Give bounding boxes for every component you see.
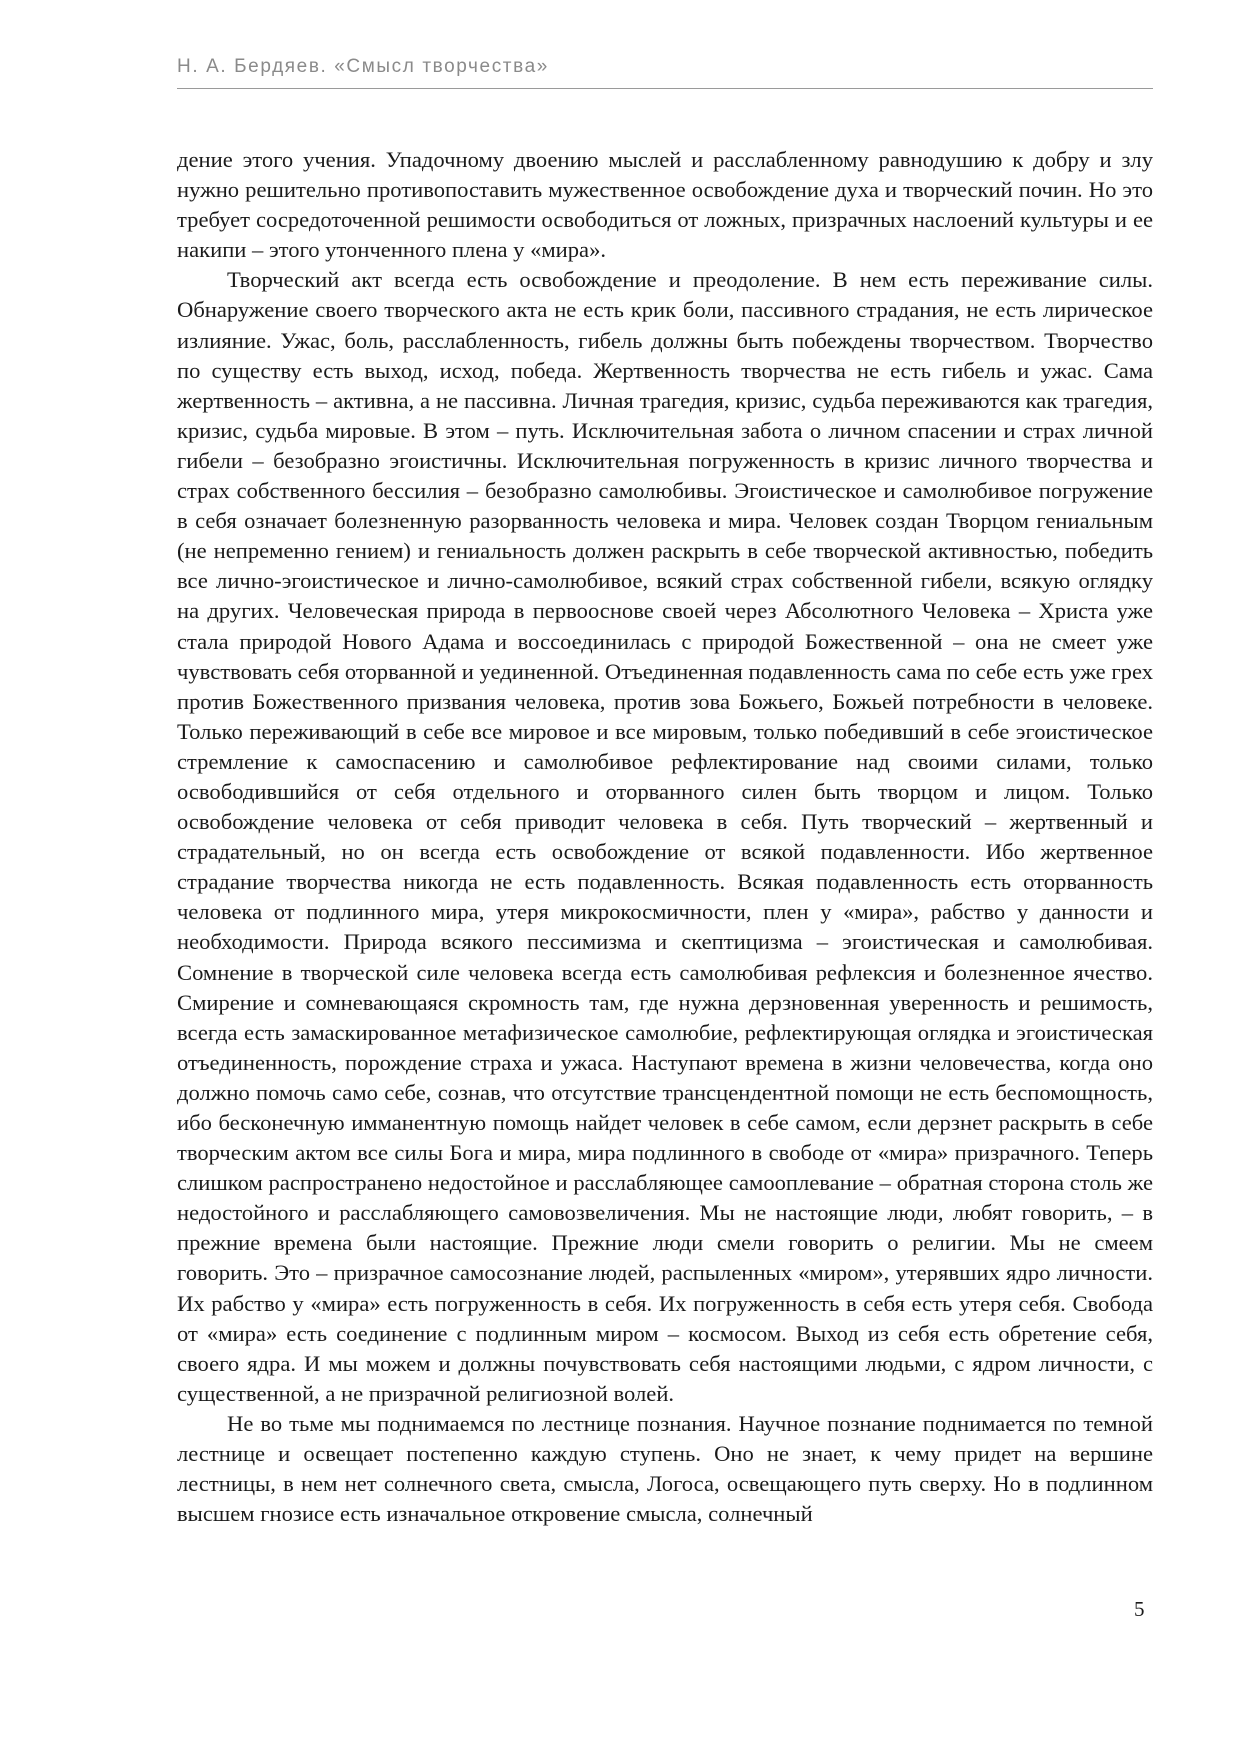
paragraph-1: дение этого учения. Упадочному двоению мыслей и расслабленному равнодушию к добру и злу нужно решительно противопоставить мужественное освобождение духа и творческий почин. Но это требует сосредоточенной решимости освободиться от ложных, призрачных наслоений культуры и ее накипи – этого утонченного плена у «мира». bbox=[177, 147, 1153, 263]
page-number: 5 bbox=[1134, 1597, 1145, 1621]
paragraph-2: Творческий акт всегда есть освобождение и преодоление. В нем есть переживание силы. Обнаружение своего творческого акта не есть крик боли, пассивного страдания, не есть лирическое излияние. Ужас, боль, расслабленность, гибель должны быть побеждены творчеством. Творчество по существу есть выход, исход, победа. Жертвенность творчества не есть гибель и ужас. Сама жертвенность – активна, а не пассивна. Личная трагедия, кризис, судьба переживаются как трагедия, кризис, судьба мировые. В этом – путь. Исключительная забота о личном спасении и страх личной гибели – безобразно эгоистичны. Исключительная погруженность в кризис личного творчества и страх собственного бессилия – безобразно самолюбивы. Эгоистическое и самолюбивое погружение в себя означает болезненную разорванность человека и мира. Человек создан Творцом гениальным (не непременно гением) и гениальность должен раскрыть в себе творческой активностью, победить все лично-эгоистическое и лично-самолюбивое, всякий страх собственной гибели, всякую оглядку на других. Человеческая природа в первооснове своей через Абсолютного Человека – Христа уже стала природой Нового Адама и воссоединилась с природой Божественной – она не смеет уже чувствовать себя оторванной и уединенной. Отъединенная подавленность сама по себе есть уже грех против Божественного призвания человека, против зова Божьего, Божьей потребности в человеке. Только переживающий в себе все мировое и все мировым, только победивший в себе эгоистическое стремление к самоспасению и самолюбивое рефлектирование над своими силами, только освободившийся от себя отдельного и оторванного силен быть творцом и лицом. Только освобождение человека от себя приводит человека в себя. Путь творческий – жертвенный и страдательный, но он всегда есть освобождение от всякой подавленности. Ибо жертвенное страдание творчества никогда не есть подавленность. Всякая подавленность есть оторванность человека от подлинного мира, утеря микрокосмичности, плен у «мира», рабство у данности и необходимости. Природа всякого пессимизма и скептицизма – эгоистическая и самолюбивая. Сомнение в творческой силе человека всегда есть самолюбивая рефлексия и болезненное ячество. Смирение и сомневающаяся скромность там, где нужна дерзновенная уверенность и решимость, всегда есть замаскированное метафизическое самолюбие, рефлектирующая оглядка и эгоистическая отъединенность, порождение страха и ужаса. Наступают времена в жизни человечества, когда оно должно помочь само себе, сознав, что отсутствие трансцендентной помощи не есть беспомощность, ибо бесконечную имманентную помощь найдет человек в себе самом, если дерзнет раскрыть в себе творческим актом все силы Бога и мира, мира подлинного в свободе от «мира» призрачного. Теперь слишком распространено недостойное и расслабляющее самооплевание – обратная сторона столь же недостойного и расслабляющего самовозвеличения. Мы не настоящие люди, любят говорить, – в прежние времена были настоящие. Прежние люди смели говорить о религии. Мы не смеем говорить. Это – призрачное самосознание людей, распыленных «миром», утерявших ядро личности. Их рабство у «мира» есть погруженность в себя. Их погруженность в себя есть утеря себя. Свобода от «мира» есть соединение с подлинным миром – космосом. Выход из себя есть обретение себя, своего ядра. И мы можем и должны почувствовать себя настоящими людьми, с ядром личности, с существенной, а не призрачной религиозной волей. bbox=[177, 267, 1153, 1406]
body-text bbox=[177, 145, 1153, 1529]
header-divider bbox=[177, 88, 1153, 89]
paragraph-3: Не во тьме мы поднимаемся по лестнице познания. Научное познание поднимается по темной лестнице и освещает постепенно каждую ступень. Оно не знает, к чему придет на вершине лестницы, в нем нет солнечного света, смысла, Логоса, освещающего путь сверху. Но в подлинном высшем гнозисе есть изначальное откровение смысла, солнечный bbox=[177, 1410, 1153, 1527]
running-header: Н. А. Бердяев. «Смысл творчества» bbox=[177, 56, 549, 77]
